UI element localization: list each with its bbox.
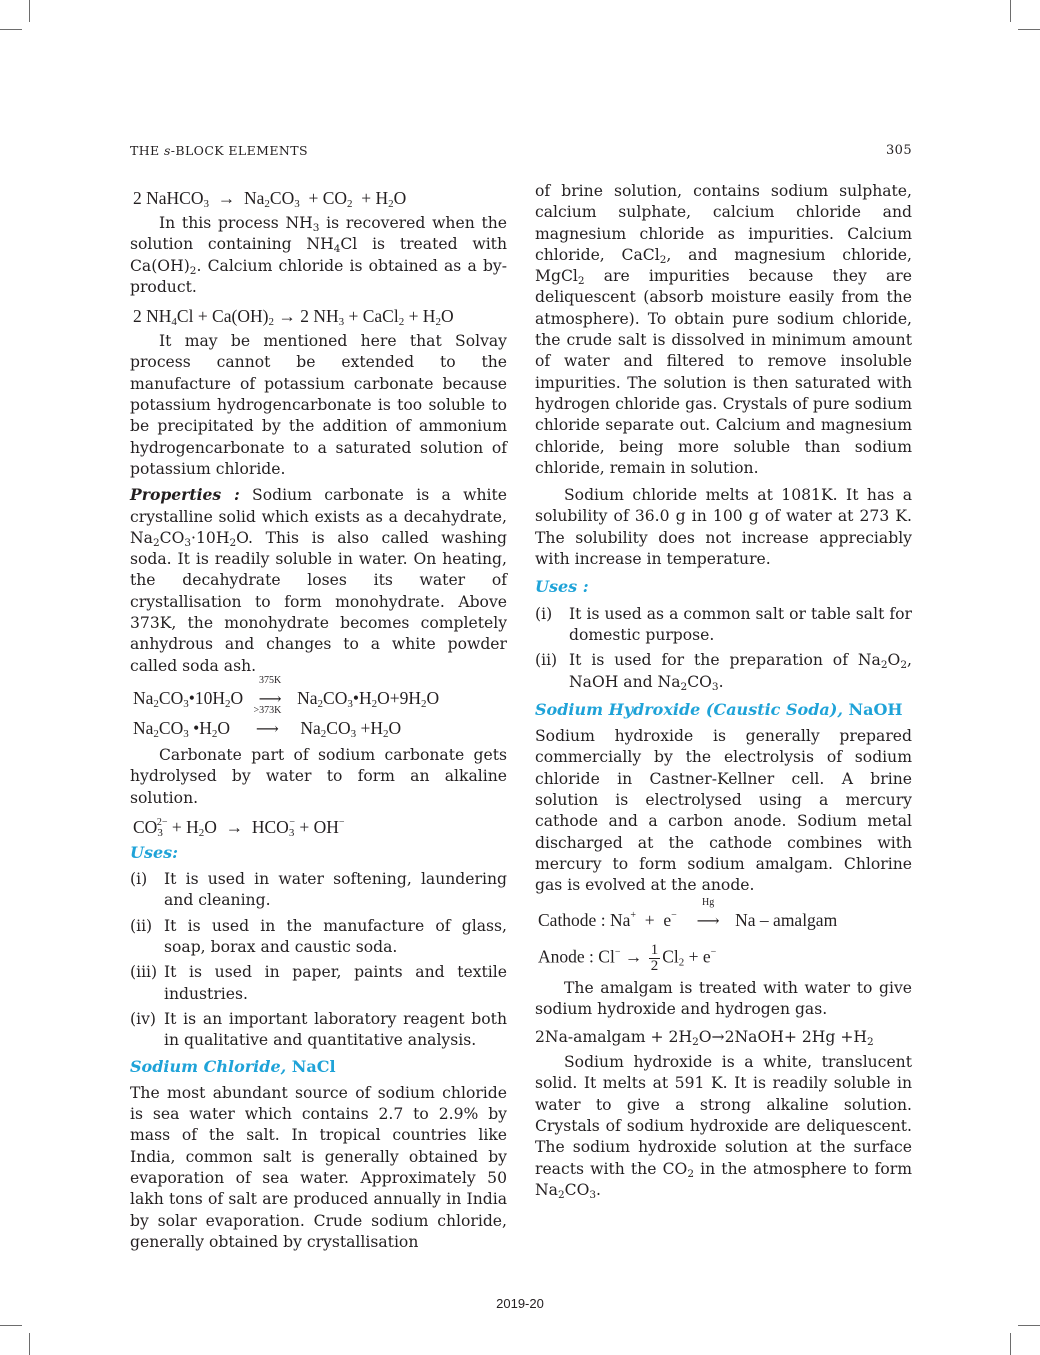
paragraph: Sodium hydroxide is generally prepared commercially by the electrolysis of sodium chloride in Castner-Kellner cell. A brine solution is electrolysed using a mercury cathode and a carbon anode. Sodium metal discharged at the cathode combines with mercury to form sodium amalgam. Chlorine gas is evolved at the anode.	[535, 727, 912, 895]
crop-mark	[29, 1333, 30, 1355]
crop-mark	[1018, 29, 1040, 30]
paragraph: The most abundant source of sodium chloride is sea water which contains 2.7 to 2.9% by mass of the salt. In tropical countries like India, common salt is generally obtained by evaporation of sea water. Approximately 50 lakh tons of salt are produced annually in India by solar evaporation. Crude sodium chloride, generally obtained by crystallisation	[130, 1083, 507, 1251]
crop-mark	[0, 29, 22, 30]
list-item: (iv) It is an important laboratory reagent both in qualitative and quantitative analysis.	[130, 1009, 507, 1050]
list-item: (ii) It is used for the preparation of $Na_2O_2$, NaOH and $Na_2CO_3$.	[535, 651, 912, 693]
right-column	[535, 182, 913, 1201]
equation-decahydrate: $Na_2CO_3•10H_2O$ 375K ⟶ $Na_2CO_3•H_2O+9H_2O$	[133, 674, 440, 710]
fraction-one-half: $\frac{1}{2}$	[650, 941, 659, 974]
paragraph-properties: Properties : Sodium carbonate is a white crystalline solid which exists as a decahydrate, $Na_2CO_3\cdot 10H_2O$. This is also called washing soda. It is readily soluble in water. On heating, the decahydrate loses its water of crystallisation to form monohydrate. Above 373K, the monohydrate becomes completely anhydrous and changes to a white powder called soda ash.	[130, 485, 507, 675]
crop-mark	[1010, 0, 1011, 22]
crop-mark	[1018, 1325, 1040, 1326]
equation-carbonate-hydrolysis: $CO_3^{2-} + H_2O \to HCO_3^- + OH^-$	[133, 816, 345, 839]
equation-nahco3-decomposition: 2 NaHCO$_3$ → $Na_2CO_3 + CO_2 + H_2O$	[133, 188, 407, 210]
list-item: (i) It is used in water softening, laundering and cleaning.	[130, 870, 507, 910]
crop-mark	[0, 1325, 22, 1326]
arrow-hg: Hg ⟶	[696, 896, 720, 930]
crop-mark	[29, 0, 30, 22]
equation-monohydrate: $Na_2CO_3$ $•H_2O$ >373K ⟶ $Na_2CO_3 +H_2O$	[133, 704, 402, 740]
equation-cathode: Cathode : Na+ + e− Hg ⟶ Na – amalgam	[538, 909, 912, 933]
paragraph: Carbonate part of sodium carbonate gets hydrolysed by water to form an alkaline solution.	[130, 745, 507, 807]
list-item: (iii) It is used in paper, paints and textile industries.	[130, 963, 507, 1003]
chapter-title: THE s-BLOCK ELEMENTS	[130, 143, 308, 158]
list-item: (i) It is used as a common salt or table salt for domestic purpose.	[535, 604, 912, 644]
paragraph: Sodium chloride melts at 1081K. It has a solubility of 36.0 g in 100 g of water at 273 K. The solubility does not increase appreciably with increase in temperature.	[535, 486, 912, 569]
properties-label: Properties :	[130, 485, 240, 505]
paragraph: In this process $NH_3$ is recovered when the solution containing $NH_4Cl$ is treated with $Ca(OH)_2$. Calcium chloride is obtained as a by-product.	[130, 214, 507, 296]
uses-list	[130, 869, 507, 1051]
section-heading-uses: Uses :	[535, 577, 589, 597]
equation-ammonia-recovery: 2 $NH_4Cl + Ca(OH)_2 \to 2$ $NH_3$ + CaCl$_2$ + $H_2O$	[133, 306, 454, 329]
arrow-375k: 375K ⟶	[258, 674, 282, 708]
equation-amalgam: 2Na-amalgam + $2H_2O\to 2NaOH+ 2Hg +H_2$	[535, 1028, 874, 1049]
paragraph: The amalgam is treated with water to give sodium hydroxide and hydrogen gas.	[535, 978, 912, 1018]
section-heading-sodium-chloride: Sodium Chloride, NaCl	[130, 1056, 336, 1076]
paragraph: of brine solution, contains sodium sulphate, calcium sulphate, calcium chloride and magnesium chloride as impurities. Calcium chloride, CaCl$_2$, and magnesium chloride, MgCl$_2$ are impurities because they are deliquescent (absorb moisture easily from the atmosphere). To obtain pure sodium chloride, the crude salt is dissolved in minimum amount of water and filtered to remove insoluble impurities. The solution is then saturated with hydrogen chloride gas. Crystals of pure sodium chloride separate out. Calcium and magnesium chloride, being more soluble than sodium chloride, remain in solution.	[535, 182, 912, 477]
left-column	[130, 185, 507, 1253]
section-heading-uses: Uses:	[130, 842, 179, 862]
crop-mark	[1010, 1333, 1011, 1355]
running-head	[130, 143, 912, 161]
arrow-gt-373k: >373K ⟶	[253, 704, 282, 738]
page-number: 305	[885, 143, 912, 158]
equation-anode: Anode : Cl− → $\frac{1}{2}$ $Cl_2 + e^-$	[538, 941, 717, 974]
list-item: (ii) It is used in the manufacture of glass, soap, borax and caustic soda.	[130, 916, 507, 957]
paragraph: It may be mentioned here that Solvay process cannot be extended to the manufacture of potassium carbonate because potassium hydrogencarbonate is too soluble to be precipitated by the addition of ammonium hydrogencarbonate to a saturated solution of potassium chloride.	[130, 332, 507, 478]
uses-list	[535, 604, 912, 693]
footer-year: 2019-20	[496, 1296, 544, 1311]
section-heading-sodium-hydroxide: Sodium Hydroxide (Caustic Soda), NaOH	[535, 699, 903, 719]
paragraph: Sodium hydroxide is a white, translucent solid. It melts at 591 K. It is readily soluble in water to give a strong alkaline solution. Crystals of sodium hydroxide are deliquescent. The sodium hydroxide solution at the surface reacts with the $CO_2$ in the atmosphere to form $Na_2CO_3$.	[535, 1053, 913, 1201]
